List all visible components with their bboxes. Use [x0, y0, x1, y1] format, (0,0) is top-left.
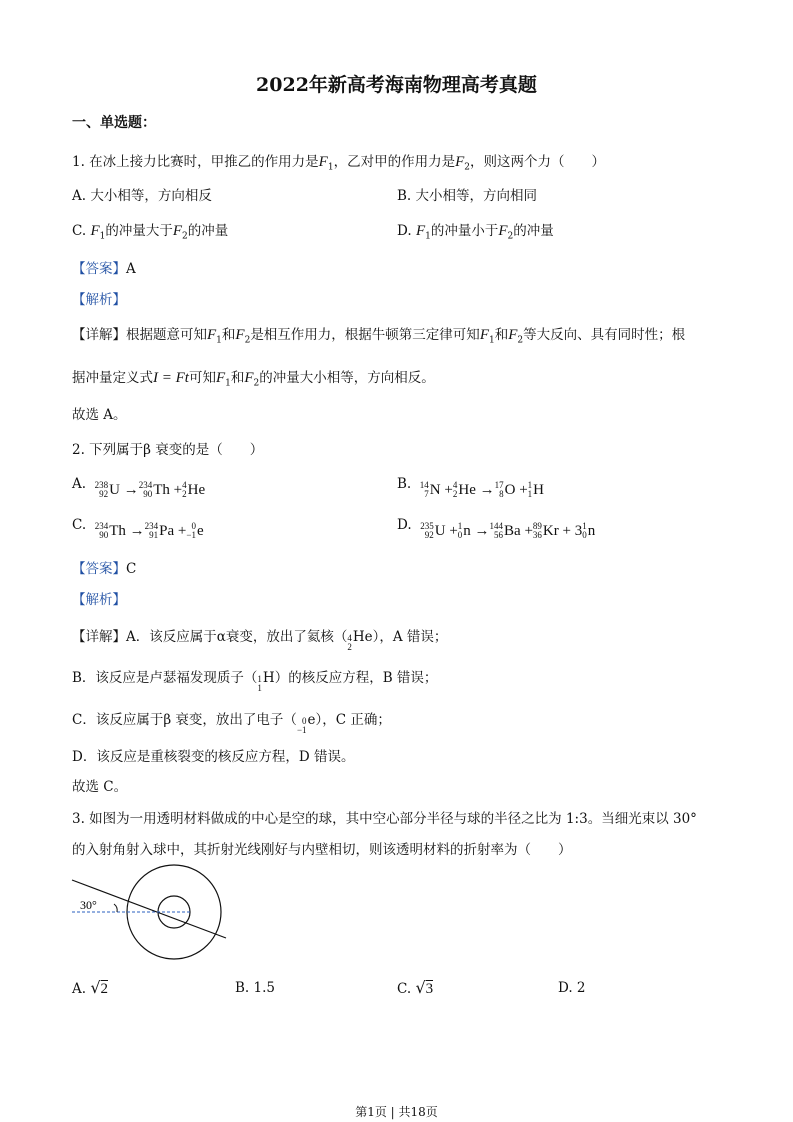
q2-detail-a: 【详解】A．该反应属于α衰变，放出了氦核（ 4 2 He），A 错误； — [72, 629, 448, 652]
q3-option-d: D. 2 — [558, 980, 586, 996]
q2-option-d: D. 235 92 U + 1 0 n → 144 56 Ba + 89 36 Kr + 3 1 0 n — [397, 517, 596, 540]
q3-option-c: C. √3 — [397, 978, 434, 997]
q1-option-d: D. $F_1$的冲量小于$F_2$的冲量 — [397, 223, 554, 242]
q2-option-c: C. 234 90 Th → 234 91 Pa + 0 −1 e — [72, 517, 204, 540]
q1-option-b: B. 大小相等，方向相同 — [397, 188, 538, 204]
q1-option-c: C. $F_1$的冲量大于$F_2$的冲量 — [72, 223, 229, 242]
page-title: 2022年新高考海南物理高考真题 — [256, 74, 537, 96]
q2-option-a: A. 238 92 U → 234 90 Th + 4 2 He — [72, 476, 206, 499]
section-heading: 一、单选题： — [72, 115, 156, 131]
q1-conclusion: 故选 A。 — [72, 407, 127, 423]
q3-option-b: B. 1.5 — [235, 980, 275, 996]
q3-figure — [68, 860, 238, 960]
q2-detail-c: C．该反应属于β 衰变，放出了电子（ 0 −1 e），C 正确； — [72, 712, 391, 735]
angle-label: 30° — [80, 898, 97, 912]
q2-detail-b: B．该反应是卢瑟福发现质子（ 1 1 H）的核反应方程，B 错误； — [72, 670, 438, 693]
page-footer: 第1页 | 共18页 — [355, 1105, 438, 1119]
q3-stem-line2: 的入射角射入球中，其折射光线刚好与内壁相切，则该透明材料的折射率为（ ） — [72, 842, 572, 858]
q1-option-a: A. 大小相等，方向相反 — [72, 188, 212, 204]
q1-detail-line1: 【详解】根据题意可知$F_1$和$F_2$是相互作用力，根据牛顿第三定律可知$F_1$和$F_2$等大反向、具有同时性；根 — [72, 327, 686, 346]
q1-detail-line2: 据冲量定义式I = Ft可知$F_1$和$F_2$的冲量大小相等，方向相反。 — [72, 370, 435, 389]
angle-arc — [114, 904, 117, 912]
q1-answer: 【答案】A — [72, 261, 136, 277]
q2-conclusion: 故选 C。 — [72, 779, 128, 795]
q3-stem-line1: 3. 如图为一用透明材料做成的中心是空的球，其中空心部分半径与球的半径之比为 1:3。当细光束以 30° — [72, 811, 697, 827]
q2-analysis-tag: 【解析】 — [72, 592, 126, 608]
q2-detail-d: D．该反应是重核裂变的核反应方程，D 错误。 — [72, 749, 355, 765]
q2-option-b: B. 14 7 N + 4 2 He → 17 8 O + 1 1 H — [397, 476, 545, 499]
q1-stem: 1. 在冰上接力比赛时，甲推乙的作用力是$F_1$，乙对甲的作用力是$F_2$，则这两个力（ ） — [72, 154, 605, 173]
q2-answer: 【答案】C — [72, 561, 137, 577]
q2-stem: 2. 下列属于β 衰变的是（ ） — [72, 442, 264, 458]
q3-option-a: A. √2 — [72, 978, 109, 997]
q1-analysis-tag: 【解析】 — [72, 292, 126, 308]
